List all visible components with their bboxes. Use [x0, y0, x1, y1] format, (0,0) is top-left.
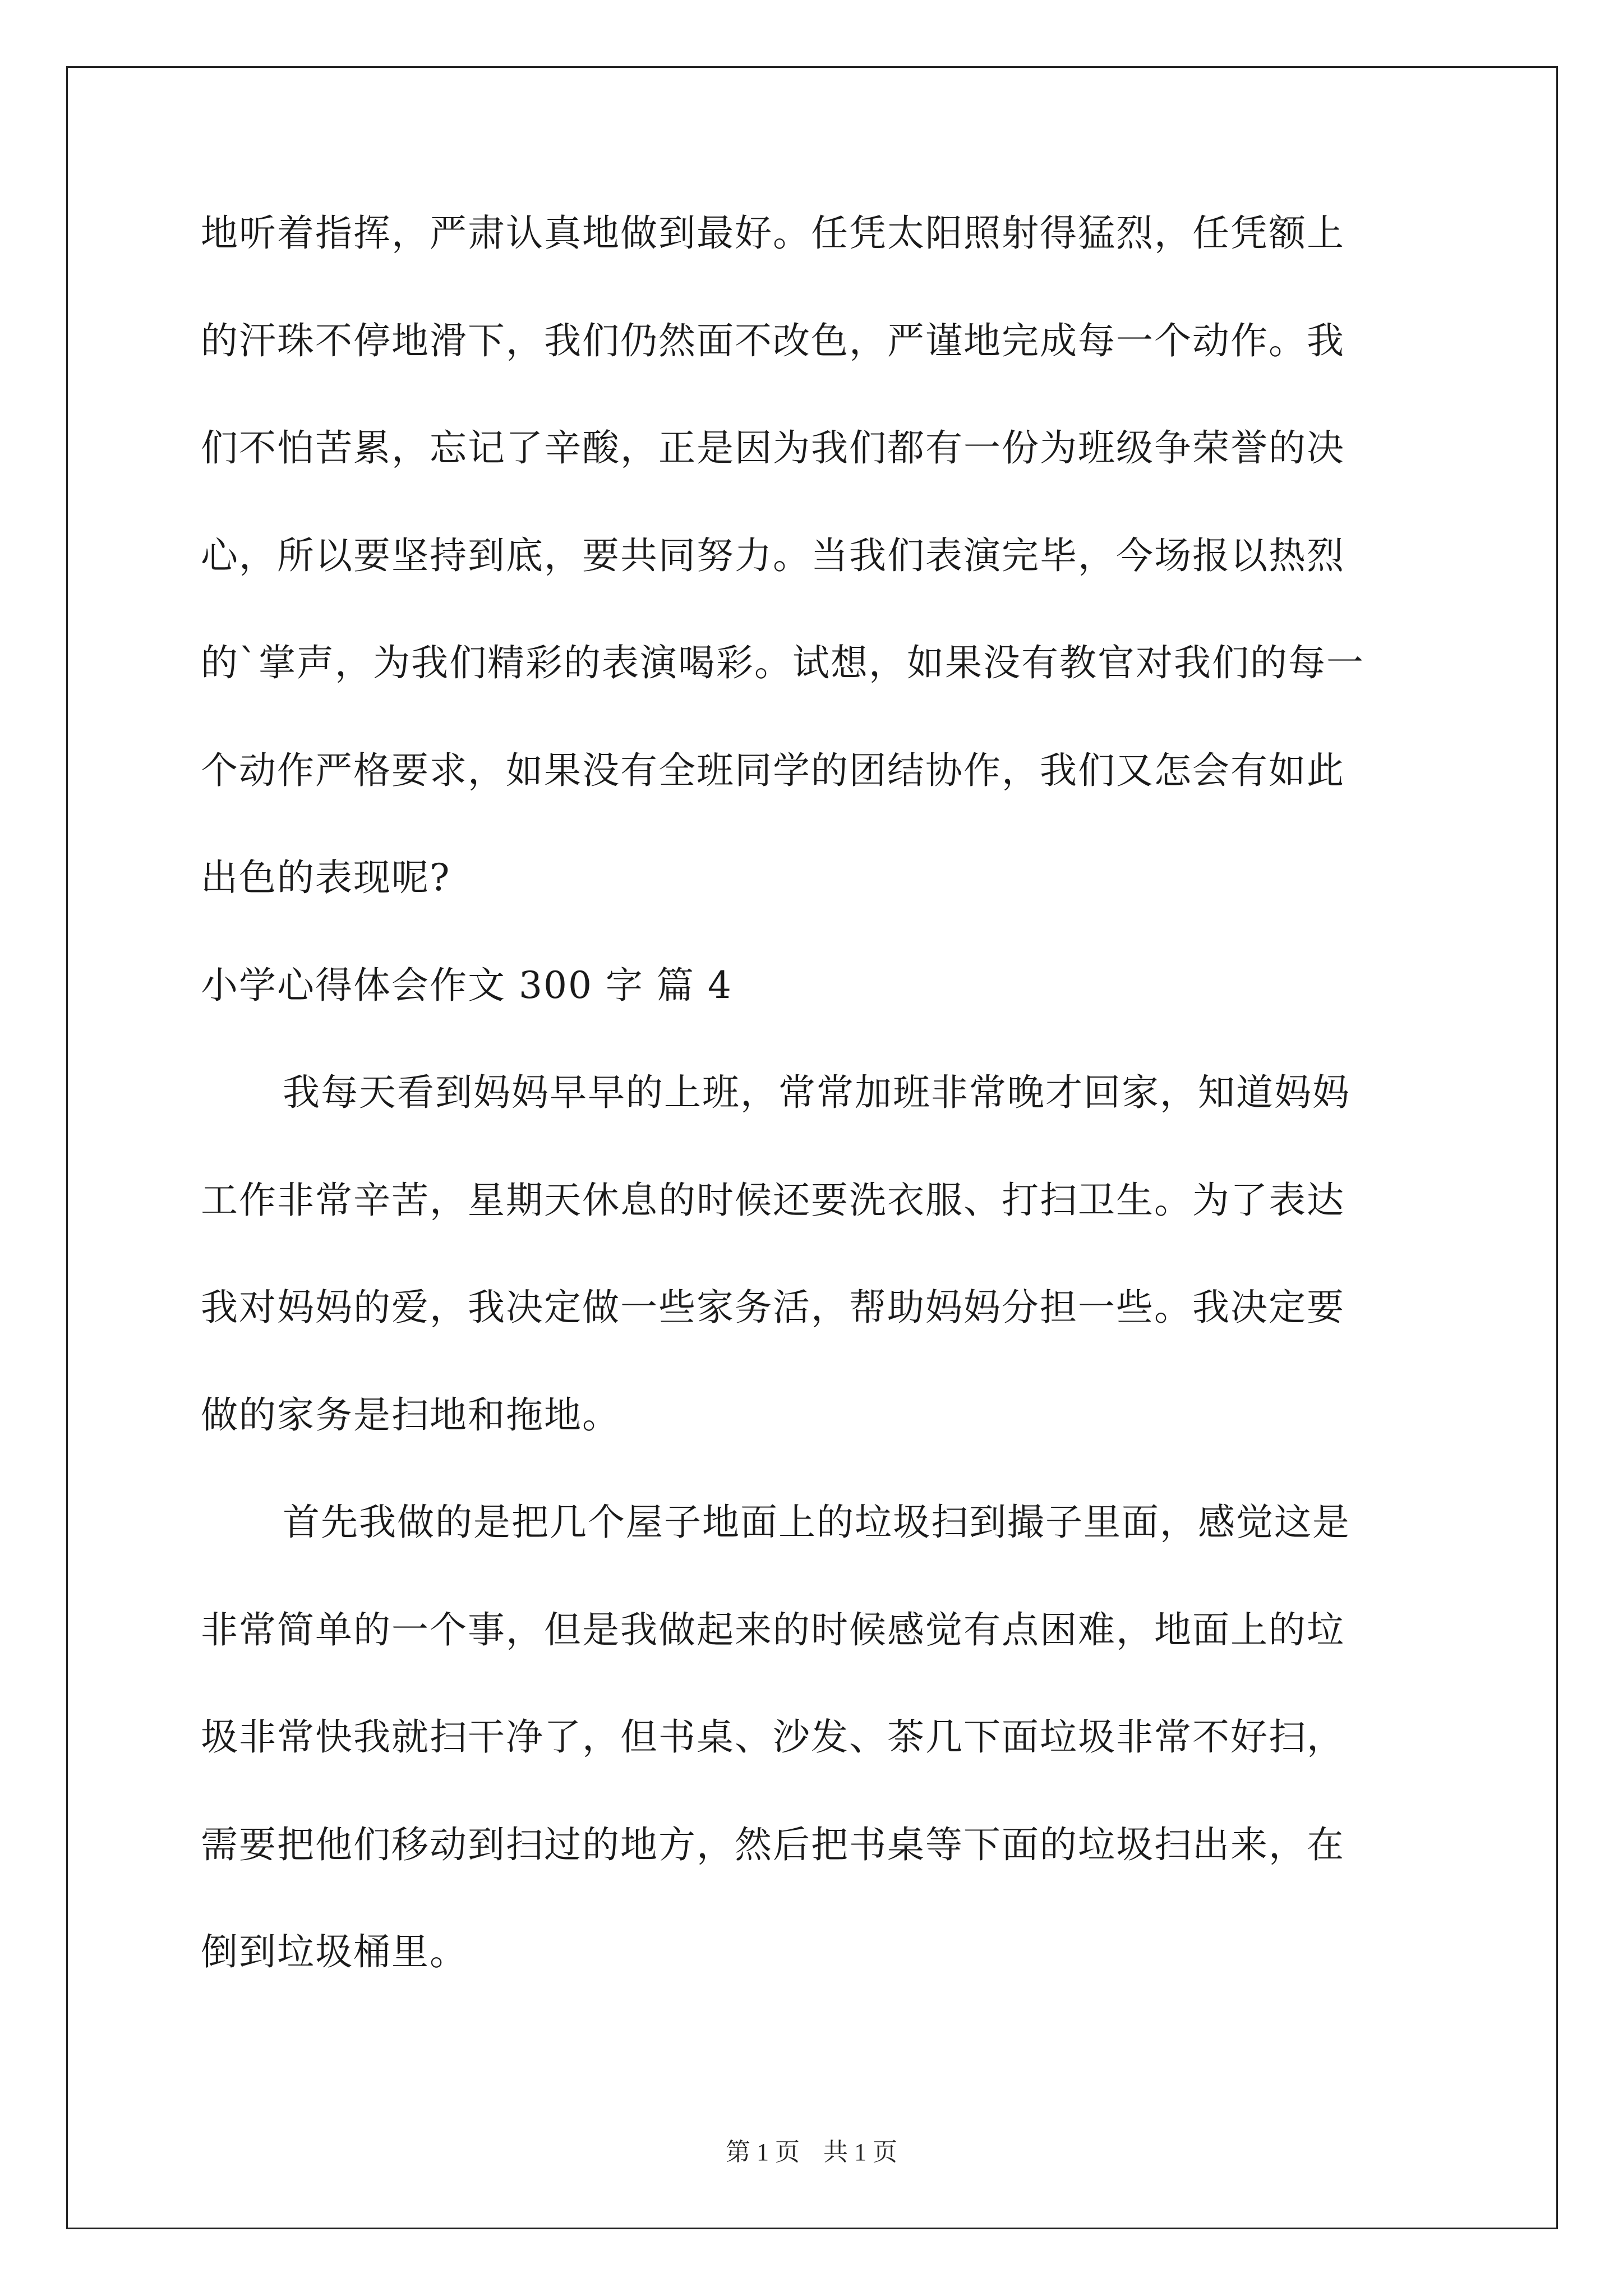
page-number-current: 第 1 页 [726, 2138, 800, 2166]
text-line-1: 地听着指挥，严肃认真地做到最好。任凭太阳照射得猛烈，任凭额上 [201, 211, 1345, 255]
text-line-15: 圾非常快我就扫干净了，但书桌、沙发、茶几下面垃圾非常不好扫， [201, 1715, 1345, 1759]
text-line-3: 们不怕苦累，忘记了辛酸，正是因为我们都有一份为班级争荣誉的决 [201, 426, 1345, 470]
text-line-17: 倒到垃圾桶里。 [201, 1930, 468, 1973]
text-line-12: 做的家务是扫地和拖地。 [201, 1393, 620, 1437]
text-line-5: 的`掌声，为我们精彩的表演喝彩。试想，如果没有教官对我们的每一 [201, 641, 1364, 684]
document-body [201, 211, 1435, 2037]
page-number-total: 共 1 页 [823, 2138, 897, 2166]
text-line-2: 的汗珠不停地滑下，我们仍然面不改色，严谨地完成每一个动作。我 [201, 319, 1345, 362]
text-line-6: 个动作严格要求，如果没有全班同学的团结协作，我们又怎会有如此 [201, 748, 1345, 792]
text-line-13: 首先我做的是把几个屋子地面上的垃圾扫到撮子里面，感觉这是 [283, 1501, 1350, 1544]
text-line-14: 非常简单的一个事，但是我做起来的时候感觉有点困难，地面上的垃 [201, 1608, 1345, 1651]
text-line-9: 我每天看到妈妈早早的上班，常常加班非常晚才回家，知道妈妈 [283, 1071, 1350, 1114]
text-line-4: 心，所以要坚持到底，要共同努力。当我们表演完毕，今场报以热烈 [201, 533, 1345, 577]
text-line-7: 出色的表现呢? [201, 856, 451, 899]
section-heading: 小学心得体会作文 300 字 篇 4 [201, 963, 732, 1007]
text-line-10: 工作非常辛苦，星期天休息的时候还要洗衣服、打扫卫生。为了表达 [201, 1178, 1345, 1222]
text-line-16: 需要把他们移动到扫过的地方，然后把书桌等下面的垃圾扫出来，在 [201, 1823, 1345, 1866]
page-footer [0, 2132, 1623, 2168]
text-line-11: 我对妈妈的爱，我决定做一些家务活，帮助妈妈分担一些。我决定要 [201, 1286, 1345, 1329]
